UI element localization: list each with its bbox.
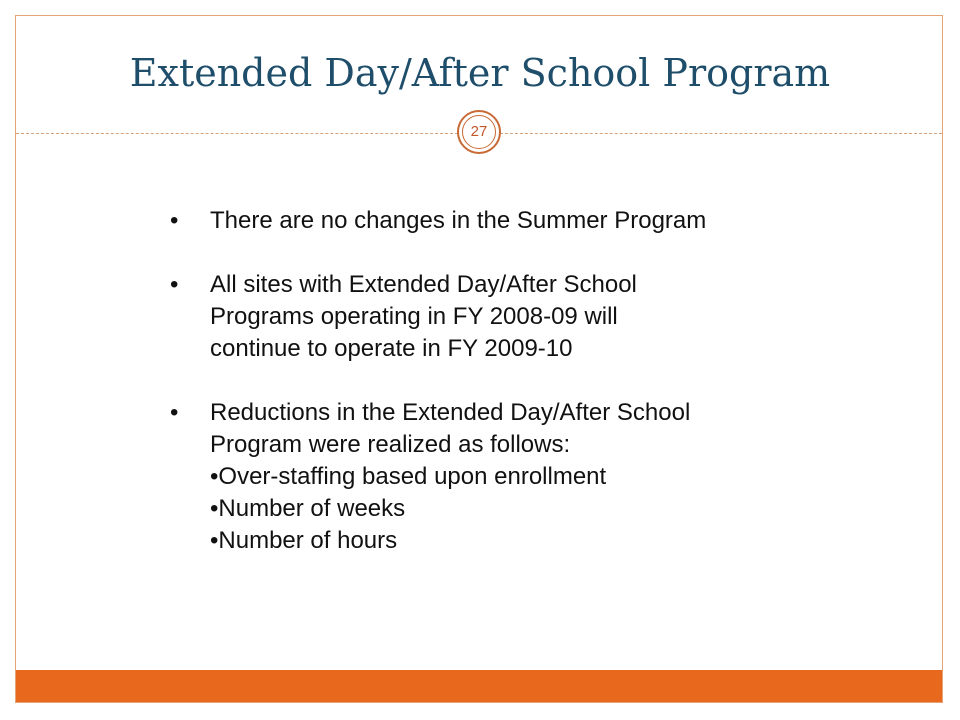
bullet-item (160, 269, 880, 365)
slide-title: Extended Day/After School Program (129, 51, 831, 95)
page-number: 27 (462, 115, 496, 149)
bullet-line: continue to operate in FY 2009-10 (210, 335, 573, 362)
bullet-line: Reductions in the Extended Day/After School (210, 399, 691, 426)
bullet-glyph: • (170, 207, 179, 234)
sub-bullet-item: •Number of weeks (210, 495, 406, 522)
bullet-item (160, 397, 880, 461)
bullet-glyph: • (170, 271, 179, 298)
page-number-badge (457, 110, 501, 154)
bullet-line: Programs operating in FY 2008-09 will (210, 303, 618, 330)
bullet-glyph: • (170, 399, 179, 426)
sub-bullet-item: •Over-staffing based upon enrollment (210, 463, 607, 490)
footer-accent-bar (16, 670, 942, 702)
sub-bullet-item: •Number of hours (210, 527, 398, 554)
bullet-line: All sites with Extended Day/After School (210, 271, 637, 298)
bullet-line: There are no changes in the Summer Program (210, 207, 707, 234)
slide-content (160, 205, 880, 557)
bullet-line: Program were realized as follows: (210, 431, 571, 458)
bullet-item (160, 205, 880, 237)
